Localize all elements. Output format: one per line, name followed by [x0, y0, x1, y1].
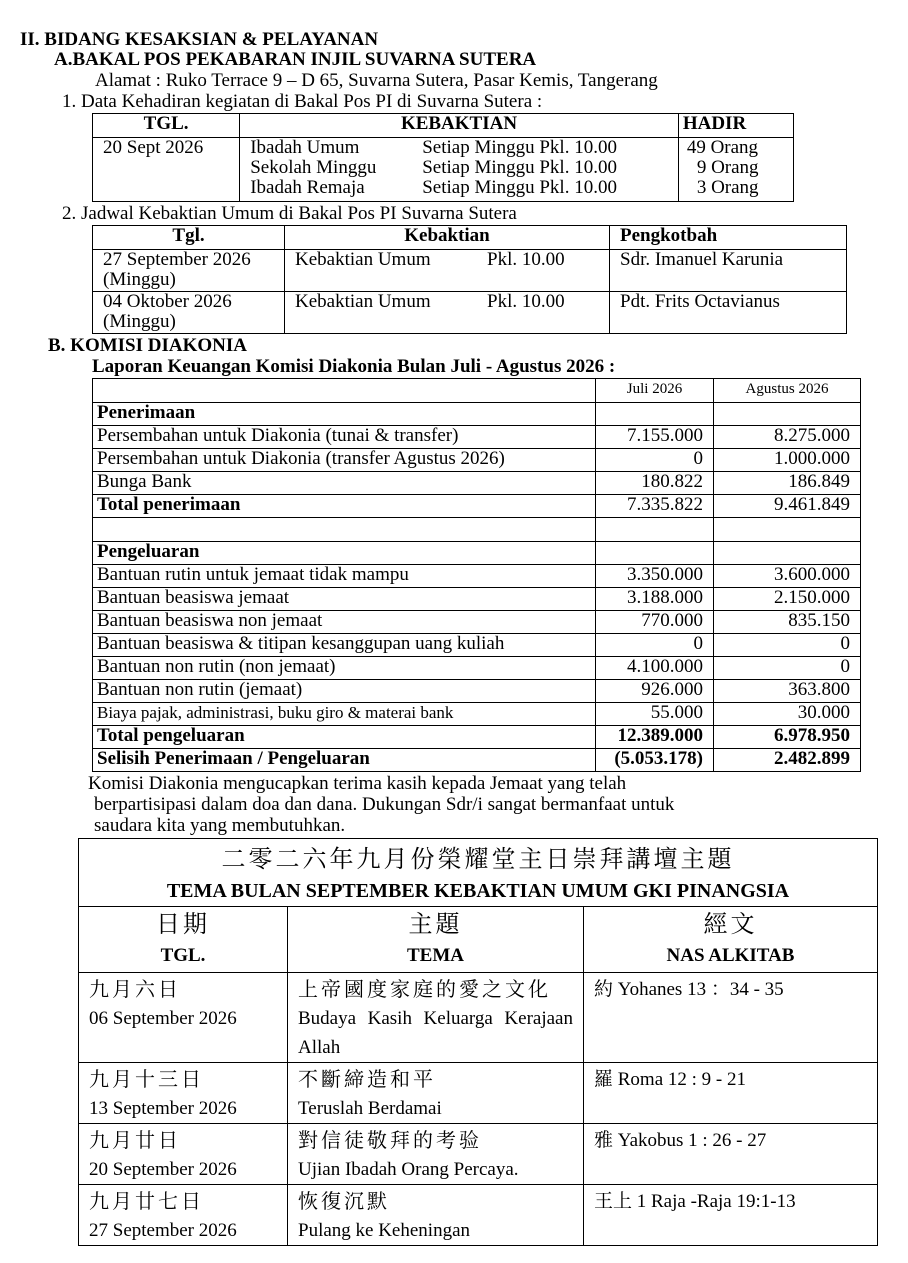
finance-table — [92, 378, 861, 772]
finance-row — [93, 657, 861, 680]
part-a-title: A.BAKAL POS PEKABARAN INJIL SUVARNA SUTERA — [54, 49, 537, 70]
schedule-row — [93, 292, 847, 334]
item-2-heading: 2. Jadwal Kebaktian Umum di Bakal Pos PI Suvarna Sutera — [62, 203, 517, 224]
scripture-ref: 雅 Yakobus 1 : 26 - 27 — [584, 1124, 878, 1185]
header-date-chinese: 日期 — [156, 910, 210, 938]
part-b-title: B. KOMISI DIAKONIA — [48, 335, 247, 356]
july-value: 770.000 — [596, 611, 714, 634]
schedule-row — [93, 250, 847, 292]
row-label: Bantuan beasiswa non jemaat — [93, 611, 596, 634]
header-scripture-chinese: 經文 — [703, 910, 758, 938]
theme-text: Teruslah Berdamai — [298, 1098, 442, 1119]
finance-row — [93, 588, 861, 611]
schedule-day: (Minggu) — [103, 311, 176, 332]
total-row — [93, 495, 861, 518]
theme-chinese: 對信徒敬拜的考验 — [298, 1128, 482, 1152]
theme-text: Pulang ke Keheningan — [298, 1220, 471, 1241]
finance-row — [93, 472, 861, 495]
schedule-service: Kebaktian Umum — [295, 249, 431, 270]
schedule-date: 27 September 2026 — [103, 249, 251, 270]
schedule-day: (Minggu) — [103, 269, 176, 290]
august-value: 0 — [714, 657, 861, 680]
august-value: 2.150.000 — [714, 588, 861, 611]
attendance-row — [250, 158, 678, 178]
august-value: 30.000 — [714, 703, 861, 726]
theme-row — [79, 1063, 878, 1124]
schedule-table — [92, 225, 847, 334]
row-label: Total pengeluaran — [93, 726, 596, 749]
receipts-label: Penerimaan — [93, 403, 596, 426]
header-hadir: HADIR — [678, 114, 793, 138]
service-time: Setiap Minggu Pkl. 10.00 — [422, 177, 617, 198]
row-label: Selisih Penerimaan / Pengeluaran — [93, 749, 596, 772]
theme-date: 13 September 2026 — [89, 1098, 237, 1119]
service-time: Setiap Minggu Pkl. 10.00 — [422, 157, 617, 178]
august-value: 835.150 — [714, 611, 861, 634]
schedule-date: 04 Oktober 2026 — [103, 291, 232, 312]
theme-title: TEMA BULAN SEPTEMBER KEBAKTIAN UMUM GKI PINANGSIA — [166, 880, 790, 902]
schedule-time: Pkl. 10.00 — [487, 249, 565, 270]
row-label: Biaya pajak, administrasi, buku giro & materai bank — [93, 703, 596, 726]
theme-chinese: 上帝國度家庭的愛之文化 — [298, 977, 551, 1001]
service-name: Ibadah Umum — [250, 137, 360, 158]
attendance-date: 20 Sept 2026 — [93, 138, 240, 202]
attendance-table — [92, 113, 794, 202]
row-label: Bunga Bank — [93, 472, 596, 495]
august-value: 6.978.950 — [714, 726, 861, 749]
july-value: 55.000 — [596, 703, 714, 726]
august-value: 9.461.849 — [714, 495, 861, 518]
difference-row — [93, 749, 861, 772]
attendance-count: 3 Orang — [696, 177, 759, 198]
theme-row — [79, 1124, 878, 1185]
schedule-preacher: Sdr. Imanuel Karunia — [610, 250, 847, 292]
theme-row — [79, 1185, 878, 1246]
address: Alamat : Ruko Terrace 9 – D 65, Suvarna Sutera, Pasar Kemis, Tangerang — [95, 70, 658, 91]
attendance-count: 49 Orang — [686, 137, 759, 158]
july-value: 4.100.000 — [596, 657, 714, 680]
col-header-august: Agustus 2026 — [714, 379, 861, 403]
july-value: 926.000 — [596, 680, 714, 703]
row-label: Bantuan beasiswa jemaat — [93, 588, 596, 611]
section-heading: II. BIDANG KESAKSIAN & PELAYANAN — [20, 29, 379, 50]
finance-row — [93, 611, 861, 634]
august-value: 1.000.000 — [714, 449, 861, 472]
total-row — [93, 726, 861, 749]
header-theme: TEMA — [407, 945, 464, 966]
date-chinese: 九月廿七日 — [89, 1189, 204, 1213]
theme-text: Ujian Ibadah Orang Percaya. — [298, 1159, 519, 1180]
august-value: 3.600.000 — [714, 565, 861, 588]
finance-row — [93, 680, 861, 703]
thanks-line: saudara kita yang membutuhkan. — [94, 815, 346, 836]
july-value: 180.822 — [596, 472, 714, 495]
row-label: Bantuan beasiswa & titipan kesanggupan uang kuliah — [93, 634, 596, 657]
july-value: 3.188.000 — [596, 588, 714, 611]
july-value: 7.335.822 — [596, 495, 714, 518]
service-name: Sekolah Minggu — [250, 157, 377, 178]
theme-title-chinese: 二零二六年九月份榮耀堂主日崇拜講壇主題 — [221, 845, 735, 873]
july-value: 12.389.000 — [596, 726, 714, 749]
row-label: Persembahan untuk Diakonia (transfer Agustus 2026) — [93, 449, 596, 472]
row-label: Total penerimaan — [93, 495, 596, 518]
date-chinese: 九月廿日 — [89, 1128, 181, 1152]
date-chinese: 九月十三日 — [89, 1067, 204, 1091]
july-value: 3.350.000 — [596, 565, 714, 588]
finance-row — [93, 449, 861, 472]
col-header-july: Juli 2026 — [596, 379, 714, 403]
scripture-ref: 羅 Roma 12 : 9 - 21 — [584, 1063, 878, 1124]
thanks-line: Komisi Diakonia mengucapkan terima kasih kepada Jemaat yang telah — [88, 773, 627, 794]
scripture-ref: 約 Yohanes 13 ：34 - 35 — [584, 973, 878, 1063]
attendance-count: 9 Orang — [696, 157, 759, 178]
july-value: 0 — [596, 634, 714, 657]
finance-row — [93, 703, 861, 726]
thanks-line: berpartisipasi dalam doa dan dana. Dukungan Sdr/i sangat bermanfaat untuk — [94, 794, 675, 815]
theme-date: 20 September 2026 — [89, 1159, 237, 1180]
schedule-service: Kebaktian Umum — [295, 291, 431, 312]
report-title: Laporan Keuangan Komisi Diakonia Bulan Juli - Agustus 2026 : — [92, 356, 616, 377]
service-name: Ibadah Remaja — [250, 177, 365, 198]
august-value: 363.800 — [714, 680, 861, 703]
header-theme-chinese: 主題 — [408, 910, 463, 938]
row-label: Persembahan untuk Diakonia (tunai & transfer) — [93, 426, 596, 449]
header-scripture: NAS ALKITAB — [666, 945, 795, 966]
schedule-preacher: Pdt. Frits Octavianus — [610, 292, 847, 334]
finance-row — [93, 426, 861, 449]
august-value: 186.849 — [714, 472, 861, 495]
service-time: Setiap Minggu Pkl. 10.00 — [422, 137, 617, 158]
row-label: Bantuan rutin untuk jemaat tidak mampu — [93, 565, 596, 588]
finance-row — [93, 565, 861, 588]
theme-chinese: 不斷締造和平 — [298, 1067, 436, 1091]
august-value: 8.275.000 — [714, 426, 861, 449]
row-label: Bantuan non rutin (non jemaat) — [93, 657, 596, 680]
theme-date: 27 September 2026 — [89, 1220, 237, 1241]
header-kebaktian: KEBAKTIAN — [240, 114, 679, 138]
attendance-row — [250, 138, 678, 158]
header-kebaktian: Kebaktian — [285, 226, 610, 250]
header-tgl: TGL. — [93, 114, 240, 138]
date-chinese: 九月六日 — [89, 977, 181, 1001]
expenses-label: Pengeluaran — [93, 542, 596, 565]
header-pengkotbah: Pengkotbah — [610, 226, 847, 250]
theme-table — [78, 838, 878, 1246]
header-date: TGL. — [160, 945, 206, 966]
scripture-ref: 王上 1 Raja -Raja 19:1-13 — [584, 1185, 878, 1246]
july-value: 7.155.000 — [596, 426, 714, 449]
august-value: 0 — [714, 634, 861, 657]
theme-row — [79, 973, 878, 1063]
august-value: 2.482.899 — [714, 749, 861, 772]
july-value: 0 — [596, 449, 714, 472]
theme-date: 06 September 2026 — [89, 1008, 237, 1029]
item-1-heading: 1. Data Kehadiran kegiatan di Bakal Pos PI di Suvarna Sutera : — [62, 91, 543, 112]
attendance-row — [250, 178, 678, 198]
theme-chinese: 恢復沉默 — [298, 1189, 390, 1213]
schedule-time: Pkl. 10.00 — [487, 291, 565, 312]
finance-row — [93, 634, 861, 657]
header-tgl: Tgl. — [93, 226, 285, 250]
july-value: (5.053.178) — [596, 749, 714, 772]
row-label: Bantuan non rutin (jemaat) — [93, 680, 596, 703]
theme-text: Budaya Kasih Keluarga Kerajaan Allah — [298, 1008, 573, 1058]
